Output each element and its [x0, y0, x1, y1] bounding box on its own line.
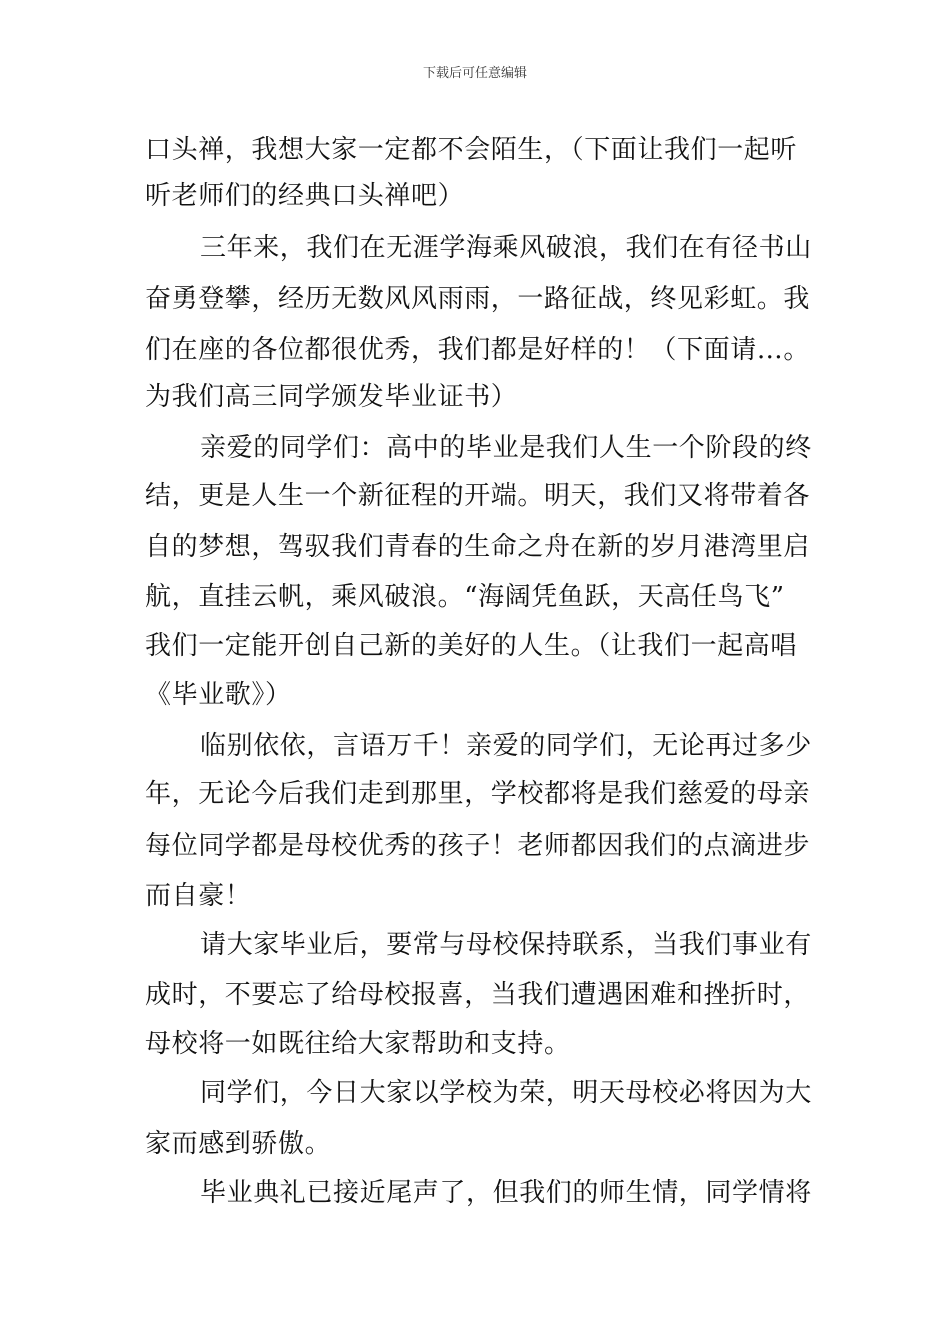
paragraph-line: 口头禅，我想大家一定都不会陌生，（下面让我们一起听: [145, 135, 798, 165]
paragraph-line: 《毕业歌》）: [145, 680, 292, 710]
paragraph-line: 听老师们的经典口头禅吧）: [145, 181, 465, 211]
paragraph-line: 家而感到骄傲。: [145, 1129, 332, 1159]
paragraph-line: 临别依依，言语万千！亲爱的同学们，无论再过多少: [200, 731, 812, 761]
paragraph-line: 母校将一如既往给大家帮助和支持。: [145, 1029, 571, 1059]
paragraph-line: 为我们高三同学颁发毕业证书）: [145, 382, 518, 412]
paragraph-line: 亲爱的同学们：高中的毕业是我们人生一个阶段的终: [200, 433, 812, 463]
paragraph-line: 自的梦想，驾驭我们青春的生命之舟在新的岁月港湾里启: [145, 532, 811, 562]
paragraph-line: 三年来，我们在无涯学海乘风破浪，我们在有径书山: [200, 233, 812, 263]
paragraph-line: 毕业典礼已接近尾声了，但我们的师生情，同学情将: [200, 1178, 812, 1208]
paragraph-line: 航，直挂云帆，乘风破浪。“海阔凭鱼跃，天高任鸟飞”: [145, 582, 785, 612]
paragraph-line: 成时，不要忘了给母校报喜，当我们遭遇困难和挫折时，: [145, 980, 811, 1010]
paragraph-line: 结，更是人生一个新征程的开端。明天，我们又将带着各: [145, 481, 811, 511]
paragraph-line: 同学们，今日大家以学校为荣，明天母校必将因为大: [200, 1078, 812, 1108]
paragraph-line: 们在座的各位都很优秀，我们都是好样的！（下面请…。: [145, 335, 811, 365]
paragraph-line: 年，无论今后我们走到那里，学校都将是我们慈爱的母亲: [145, 779, 811, 809]
paragraph-line: 而自豪！: [145, 881, 252, 911]
page-header: 下载后可任意编辑: [422, 66, 527, 81]
paragraph-line: 我们一定能开创自己新的美好的人生。（让我们一起高唱: [145, 631, 798, 661]
paragraph-line: 奋勇登攀，经历无数风风雨雨，一路征战，终见彩虹。我: [145, 284, 811, 314]
paragraph-line: 请大家毕业后，要常与母校保持联系，当我们事业有: [200, 930, 812, 960]
paragraph-line: 每位同学都是母校优秀的孩子！老师都因我们的点滴进步: [145, 831, 811, 861]
